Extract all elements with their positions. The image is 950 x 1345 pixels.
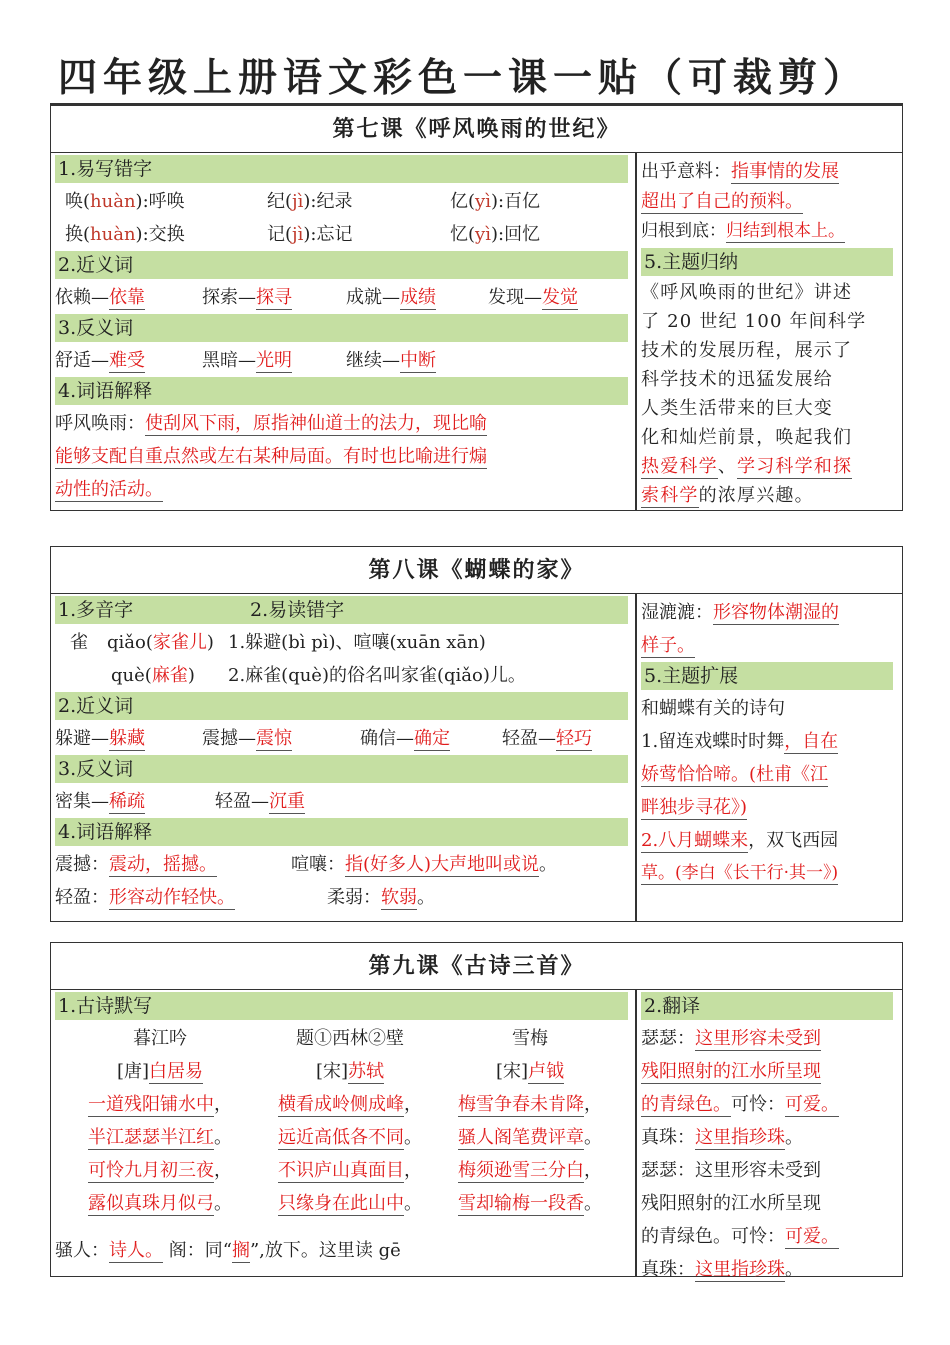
poem-author: [宋]苏轼	[315, 1061, 385, 1082]
lesson-8-card	[50, 546, 903, 922]
poem-line: 1.留连戏蝶时时舞，自在	[641, 731, 839, 752]
poem-line: 娇莺恰恰啼。(杜甫《江	[641, 764, 829, 785]
poem: 雪梅 [宋]卢钺 梅雪争春未肯降， 骚人阁笔费评章。 梅须逊雪三分白， 雪却输梅一段香。	[425, 1022, 635, 1220]
lesson-7-card	[50, 105, 903, 511]
column-divider	[635, 990, 637, 1277]
section-header: 1.易写错字	[55, 155, 628, 183]
theme-summary: 《呼风唤雨的世纪》讲述 了 20 世纪 100 年间科学 技术的发展历程，展示了 科学技术的迅猛发展给 人类生活带来的巨大变 化和灿烂前景，唤起我们 热爱科学、学习科学和探 索科学的浓厚兴趣。	[641, 282, 867, 506]
translation-line: 残阳照射的江水所呈现	[641, 1193, 821, 1214]
polyphone-row: 雀 qiǎo(家雀儿) 1.躲避(bì pì)、喧嚷(xuān xān)	[70, 632, 486, 653]
translation-line: 的青绿色。可怜：可爱。	[641, 1226, 839, 1247]
lesson-9-title: 第九课《古诗三首》	[51, 943, 902, 990]
section-header: 3.反义词	[55, 755, 628, 783]
poem-title: 雪梅	[512, 1028, 548, 1049]
poem-title: 题①西林②壁	[296, 1028, 404, 1049]
char-item: 记(jì):忘记	[267, 224, 353, 245]
explanation-line: 轻盈：形容动作轻快。 柔弱：软弱。	[55, 887, 435, 908]
translation-line: 瑟瑟：这里形容未受到	[641, 1028, 821, 1049]
lesson-7-title: 第七课《呼风唤雨的世纪》	[51, 106, 902, 153]
section-header: 4.词语解释	[55, 818, 628, 846]
term-line: 样子。	[641, 635, 695, 656]
char-item: 唤(huàn):呼唤	[65, 191, 185, 212]
translation-line: 残阳照射的江水所呈现	[641, 1061, 821, 1082]
char-item: 忆(yì):回忆	[450, 224, 541, 245]
poem-line: 2.八月蝴蝶来，双飞西园	[641, 830, 839, 851]
poem-line: 草。(李白《长干行·其一》)	[641, 863, 839, 883]
column-divider	[635, 594, 637, 922]
section-header: 2.近义词	[55, 251, 628, 279]
poem: 暮江吟 [唐]白居易 一道残阳铺水中， 半江瑟瑟半江红。 可怜九月初三夜， 露似真珠月似弓。	[55, 1022, 265, 1220]
section-header: 1.古诗默写	[55, 992, 628, 1020]
translation-line: 真珠：这里指珍珠。	[641, 1259, 803, 1280]
section-header: 3.反义词	[55, 314, 628, 342]
section-header: 5.主题扩展	[641, 662, 893, 690]
antonym-row: 密集—稀疏 轻盈—沉重	[55, 791, 305, 812]
char-item: 换(huàn):交换	[65, 224, 185, 245]
translation-line: 真珠：这里指珍珠。	[641, 1127, 803, 1148]
explanation-line: 动性的活动。	[55, 479, 163, 500]
poem-title: 暮江吟	[133, 1028, 187, 1049]
section-header: 2.近义词	[55, 692, 628, 720]
translation-line: 瑟瑟：这里形容未受到	[641, 1160, 821, 1181]
term-line: 超出了自己的预料。	[641, 191, 803, 212]
section-header: 5.主题归纳	[641, 248, 893, 276]
term-line: 出乎意料：指事情的发展	[641, 161, 839, 182]
term-line: 湿漉漉：形容物体潮湿的	[641, 602, 839, 623]
poem: 题①西林②壁 [宋]苏轼 横看成岭侧成峰， 远近高低各不同。 不识庐山真面目， 只缘身在此山中。	[245, 1022, 455, 1220]
synonym-row: 躲避—躲藏 震撼—震惊 确信—确定 轻盈—轻巧	[55, 728, 592, 749]
lesson-8-title: 第八课《蝴蝶的家》	[51, 547, 902, 594]
explanation-line: 能够支配自重点然或左右某种局面。有时也比喻进行煽	[55, 446, 487, 467]
synonym-row: 依赖—依靠 探索—探寻 成就—成绩 发现—发觉	[55, 287, 578, 308]
poem-author: [唐]白居易	[116, 1061, 204, 1082]
translation-line: 的青绿色。可怜：可爱。	[641, 1094, 839, 1115]
section-header: 2.翻译	[641, 992, 893, 1020]
section-header: 4.词语解释	[55, 377, 628, 405]
poem-intro: 和蝴蝶有关的诗句	[641, 698, 785, 719]
char-item: 亿(yì):百亿	[450, 191, 541, 212]
poem-line: 畔独步寻花》)	[641, 797, 748, 818]
char-row	[55, 185, 628, 218]
column-divider	[635, 153, 637, 511]
poem-author: [宋]卢钺	[495, 1061, 565, 1082]
page-title: 四年级上册语文彩色一课一贴（可裁剪）	[58, 55, 869, 101]
explanation-line: 呼风唤雨：使刮风下雨，原指神仙道士的法力，现比喻	[55, 413, 487, 434]
antonym-row: 舒适—难受 黑暗—光明 继续—中断	[55, 350, 436, 371]
poems-block	[55, 1022, 628, 1234]
polyphone-row: què(麻雀) 2.麻雀(què)的俗名叫家雀(qiǎo)儿。	[111, 665, 526, 686]
note-line: 骚人：诗人。 阁：同“搁”,放下。这里读 gē	[55, 1240, 401, 1261]
term-line: 归根到底：归结到根本上。	[641, 221, 845, 241]
explanation-line: 震撼：震动，摇撼。 喧嚷：指(好多人)大声地叫或说。	[55, 854, 558, 875]
lesson-9-card	[50, 942, 903, 1280]
char-row	[55, 218, 628, 251]
char-item: 纪(jì):纪录	[267, 191, 353, 212]
section-header: 1.多音字 2.易读错字	[55, 596, 628, 624]
